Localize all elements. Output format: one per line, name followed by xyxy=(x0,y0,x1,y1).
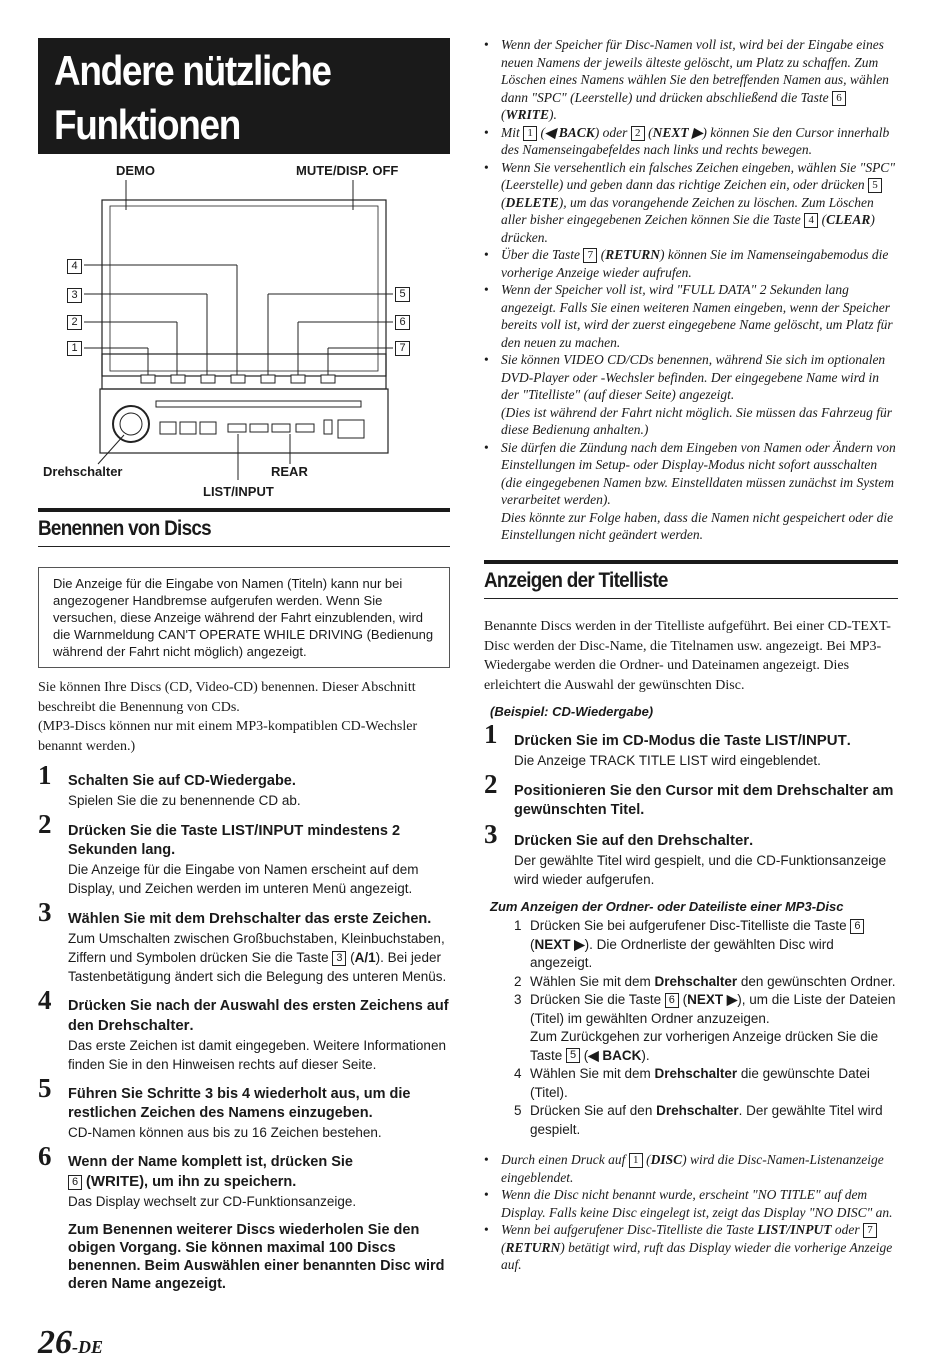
right-notes xyxy=(484,36,898,544)
note-item: • Sie dürfen die Zündung nach dem Eingeben von Namen oder Ändern von Einstellungen im Setup- oder Display-Modus nicht sofort ausschalten (die eingegebenen Namen bzw. Einstelldaten müssen zunächst im System verarbeitet werden). Dies könnte zur Folge haben, dass die Namen nicht gespeichert oder die Einstellungen nicht geändert werden. xyxy=(484,439,898,544)
key-3-label: 3 xyxy=(67,288,82,303)
key-4-label: 4 xyxy=(67,259,82,274)
note-item: • Über die Taste 7 (RETURN) können Sie im Namenseingabemodus die vorherige Anzeige wieder aufrufen. xyxy=(484,246,898,281)
note-box: Die Anzeige für die Eingabe von Namen (Titeln) kann nur bei angezogener Handbremse aufgerufen werden. Wenn Sie versuchen, diese Anzeige während der Fahrt einzublenden, wird die Warnmeldung CAN'T OPERATE WHILE DRIVING (Bedienung während der Fahrt nicht möglich) angezeigt. xyxy=(38,567,450,668)
note-item: • Durch einen Druck auf 1 (DISC) wird die Disc-Namen-Listenanzeige eingeblendet. xyxy=(484,1151,898,1186)
note-item: • Wenn der Speicher voll ist, wird "FULL DATA" 2 Sekunden lang angezeigt. Falls Sie einen weiteren Namen eingeben, wenn der Speicher bereits voll ist, wird der zuerst eingegebene Name gelöscht, um Platz für den neuen zu machen. xyxy=(484,281,898,351)
list-step-2: 2 Positionieren Sie den Cursor mit dem Drehschalter am gewünschten Titel. xyxy=(484,769,894,818)
bottom-notes xyxy=(484,1151,898,1274)
note-item: • Sie können VIDEO CD/CDs benennen, während Sie sich im optionalen DVD-Player oder -Wechsler befinden. Der eingegebene Name wird in der "Titelliste" (auf dieser Seite) angezeigt. (Dies ist während der Fahrt nicht möglich. Sie müssen das Fahrzeug für diese Bedienung anhalten.) xyxy=(484,351,898,439)
page-title: Andere nützliche Funktionen xyxy=(38,38,450,154)
label-mute: MUTE/DISP. OFF xyxy=(296,163,399,178)
mp3-heading: Zum Anzeigen der Ordner- oder Dateiliste einer MP3-Disc xyxy=(490,899,844,914)
note-item: • Mit 1 (◀ BACK) oder 2 (NEXT ▶) können Sie den Cursor innerhalb des Namenseingabefeldes nach links und rechts bewegen. xyxy=(484,124,898,159)
list-step-3: 3 Drücken Sie auf den Drehschalter. Der gewählte Titel wird gespielt, und die CD-Funktionsanzeige wird wieder aufgerufen. xyxy=(484,819,887,887)
note-item: • Wenn der Speicher für Disc-Namen voll ist, wird bei der Eingabe eines neuen Namens der jeweils älteste gelöscht, um Platz zu schaffen. Zum Löschen eines Namens wählen Sie den betreffenden Namen aus, wählen dann "SPC" (Leerstelle) und drücken abschließend die Taste 6 (WRITE). xyxy=(484,36,898,124)
step-4: 4 Drücken Sie nach der Auswahl des ersten Zeichens auf den Drehschalter. Das erste Zeichen ist damit eingegeben. Weitere Informationen finden Sie in den Hinweisen rechts auf dieser Seite. xyxy=(38,985,449,1072)
closing-note: Zum Benennen weiterer Discs wiederholen Sie den obigen Vorgang. Sie können maximal 100 Discs benennen. Beim Auswählen einer benannten Disc wird deren Name angezeigt. xyxy=(68,1222,445,1292)
key-icon: 5 xyxy=(566,1048,580,1063)
note-item: • Wenn bei aufgerufener Disc-Titelliste die Taste LIST/INPUT oder 7 (RETURN) betätigt wird, ruft das Display wieder die vorherige Anzeige auf. xyxy=(484,1221,898,1274)
step-6: 6 Wenn der Name komplett ist, drücken Sie 6 (WRITE), um ihn zu speichern. Das Display wechselt zur CD-Funktionsanzeige. xyxy=(38,1141,357,1209)
left-column xyxy=(38,508,450,1293)
key-icon: 1 xyxy=(629,1153,643,1168)
mp3-step: 2 Wählen Sie mit dem Drehschalter den gewünschten Ordner. xyxy=(514,973,896,989)
mp3-step: 4 Wählen Sie mit dem Drehschalter die gewünschte Datei (Titel). xyxy=(514,1066,870,1100)
step-3: 3 Wählen Sie mit dem Drehschalter das erste Zeichen. Zum Umschalten zwischen Großbuchstaben, Kleinbuchstaben, Ziffern und Symbolen drücken Sie die Taste 3 (A/1). Bei jeder Tastenbetätigung ändert sich die Belegung des unteren Menüs. xyxy=(38,897,447,984)
note-item: • Wenn Sie versehentlich ein falsches Zeichen eingeben, wählen Sie "SPC" (Leerstelle) und geben dann das richtige Zeichen ein, oder drücken 5 (DELETE), um das vorangehende Zeichen zu löschen. Zum Löschen aller bisher eingegebenen Zeichen können Sie die Taste 4 (CLEAR) drücken. xyxy=(484,159,898,247)
label-drehschalter: Drehschalter xyxy=(43,464,123,479)
mp3-step: 1 Drücken Sie bei aufgerufener Disc-Titelliste die Taste 6 (NEXT ▶). Die Ordnerliste der gewählten Disc wird angezeigt. xyxy=(514,917,898,973)
key-icon: 6 xyxy=(68,1175,82,1190)
key-icon: 7 xyxy=(583,248,597,263)
key-icon: 4 xyxy=(804,213,818,228)
intro: Sie können Ihre Discs (CD, Video-CD) benennen. Dieser Abschnitt beschreibt die Benennung von CDs. (MP3-Discs können nur mit einem MP3-kompatiblen CD-Wechsler benannt werden.) xyxy=(38,680,418,754)
step-1: 1 Schalten Sie auf CD-Wiedergabe. Spielen Sie die zu benennende CD ab. xyxy=(38,760,301,808)
example-label: (Beispiel: CD-Wiedergabe) xyxy=(490,704,654,719)
device-drawing xyxy=(38,158,450,503)
titelliste-intro: Benannte Discs werden in der Titelliste aufgeführt. Bei einer CD-TEXT-Disc werden der Disc-Name, die Titelnamen usw. angezeigt. Bei MP3-Wiedergabe werden die Ordner- und Dateinamen angezeigt. Dies erleichtert die Auswahl der gewünschten Disc. xyxy=(484,619,891,693)
step-5: 5 Führen Sie Schritte 3 bis 4 wiederholt aus, um die restlichen Zeichen des Namens einzugeben. CD-Namen können aus bis zu 16 Zeichen bestehen. xyxy=(38,1073,411,1140)
right-column xyxy=(484,560,898,1274)
list-step-1: 1 Drücken Sie im CD-Modus die Taste LIST/INPUT. Die Anzeige TRACK TITLE LIST wird eingeblendet. xyxy=(484,719,851,768)
mp3-steps xyxy=(484,917,898,1139)
section-title-titelliste: Anzeigen der Titelliste xyxy=(484,569,898,599)
key-icon: 6 xyxy=(832,91,846,106)
step-2: 2 Drücken Sie die Taste LIST/INPUT mindestens 2 Sekunden lang. Die Anzeige für die Eingabe von Namen erscheint auf dem Display, und Zeichen werden im unteren Menü angezeigt. xyxy=(38,809,419,896)
label-list-input: LIST/INPUT xyxy=(203,484,274,499)
key-icon: 2 xyxy=(631,126,645,141)
section-title-benennen: Benennen von Discs xyxy=(38,517,450,547)
mp3-step: 5 Drücken Sie auf den Drehschalter. Der gewählte Titel wird gespielt. xyxy=(514,1103,883,1137)
device-diagram xyxy=(38,158,450,503)
note-item: • Wenn die Disc nicht benannt wurde, erscheint "NO TITLE" auf dem Display. Falls keine Disc eingelegt ist, zeigt das Display "NO DISC" an. xyxy=(484,1186,898,1221)
key-1-label: 1 xyxy=(67,341,82,356)
key-7-label: 7 xyxy=(395,341,410,356)
key-6-label: 6 xyxy=(395,315,410,330)
key-icon: 6 xyxy=(850,919,864,934)
label-demo: DEMO xyxy=(116,163,155,178)
mp3-step: 3 Drücken Sie die Taste 6 (NEXT ▶), um die Liste der Dateien (Titel) im gewählten Ordner anzuzeigen. Zum Zurückgehen zur vorherigen Anzeige drücken Sie die Taste 5 (◀ BACK). xyxy=(514,992,896,1063)
key-icon: 3 xyxy=(332,951,346,966)
label-rear: REAR xyxy=(271,464,308,479)
key-2-label: 2 xyxy=(67,315,82,330)
key-icon: 7 xyxy=(863,1223,877,1238)
key-icon: 1 xyxy=(523,126,537,141)
key-icon: 5 xyxy=(868,178,882,193)
key-5-label: 5 xyxy=(395,287,410,302)
key-icon: 6 xyxy=(665,993,679,1008)
page-number: 26-DE xyxy=(38,1324,103,1361)
